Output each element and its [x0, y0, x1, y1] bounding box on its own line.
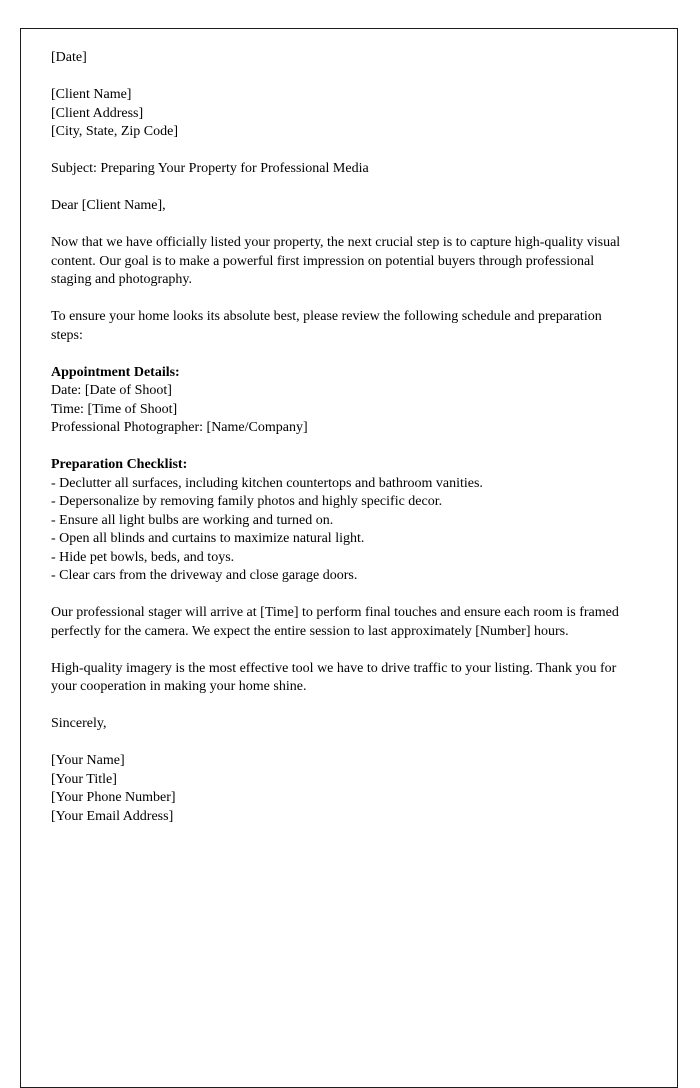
stager-paragraph: [51, 604, 631, 641]
appointment-date-line: Date: [Date of Shoot]: [51, 383, 172, 398]
preparation-checklist-section: [51, 456, 631, 586]
thanks-text: High-quality imagery is the most effective tool we have to drive traffic to your listing. Thank you for your cooperation in making your home shine.: [51, 660, 617, 694]
checklist-item: - Open all blinds and curtains to maximize natural light.: [51, 531, 365, 546]
signature-phone: [Your Phone Number]: [51, 790, 176, 805]
salutation-block: [51, 197, 631, 216]
signoff-block: [51, 715, 631, 734]
recipient-address: [Client Address]: [51, 105, 144, 121]
recipient-block: [51, 86, 631, 142]
appointment-photographer-line: Professional Photographer: [Name/Company]: [51, 420, 308, 435]
signature-email: [Your Email Address]: [51, 808, 174, 824]
checklist-item: - Hide pet bowls, beds, and toys.: [51, 549, 235, 565]
recipient-city-state-zip: [City, State, Zip Code]: [51, 124, 179, 139]
checklist-item: - Ensure all light bulbs are working and turned on.: [51, 512, 334, 528]
signature-title: [Your Title]: [51, 771, 117, 787]
letter-body: [51, 49, 631, 826]
signature-block: [51, 752, 631, 826]
subject-line: Subject: Preparing Your Property for Professional Media: [51, 161, 369, 176]
review-text: To ensure your home looks its absolute best, please review the following schedule and preparation steps:: [51, 309, 602, 343]
thanks-paragraph: [51, 660, 631, 697]
appointment-heading: Appointment Details:: [51, 364, 180, 380]
intro-text: Now that we have officially listed your property, the next crucial step is to capture high-quality visual content. Our goal is to make a powerful first impression on potential buyers through professional staging and photography.: [51, 235, 621, 287]
signature-name: [Your Name]: [51, 753, 125, 768]
salutation-line: Dear [Client Name],: [51, 198, 166, 213]
date-block: [51, 49, 631, 68]
subject-block: [51, 160, 631, 179]
review-paragraph: [51, 308, 631, 345]
appointment-time-line: Time: [Time of Shoot]: [51, 401, 178, 417]
date-line: [Date]: [51, 50, 87, 65]
stager-text: Our professional stager will arrive at [Time] to perform final touches and ensure each room is framed perfectly for the camera. We expect the entire session to last approximately [Number] hours.: [51, 605, 619, 639]
checklist-heading: Preparation Checklist:: [51, 457, 188, 472]
letter-page: [20, 28, 678, 1088]
checklist-item: - Depersonalize by removing family photos and highly specific decor.: [51, 494, 443, 509]
recipient-name: [Client Name]: [51, 87, 132, 102]
intro-paragraph: [51, 234, 631, 290]
appointment-details-section: [51, 364, 631, 438]
checklist-item: - Clear cars from the driveway and close garage doors.: [51, 568, 358, 583]
checklist-item: - Declutter all surfaces, including kitchen countertops and bathroom vanities.: [51, 475, 483, 491]
signoff-line: Sincerely,: [51, 716, 107, 731]
